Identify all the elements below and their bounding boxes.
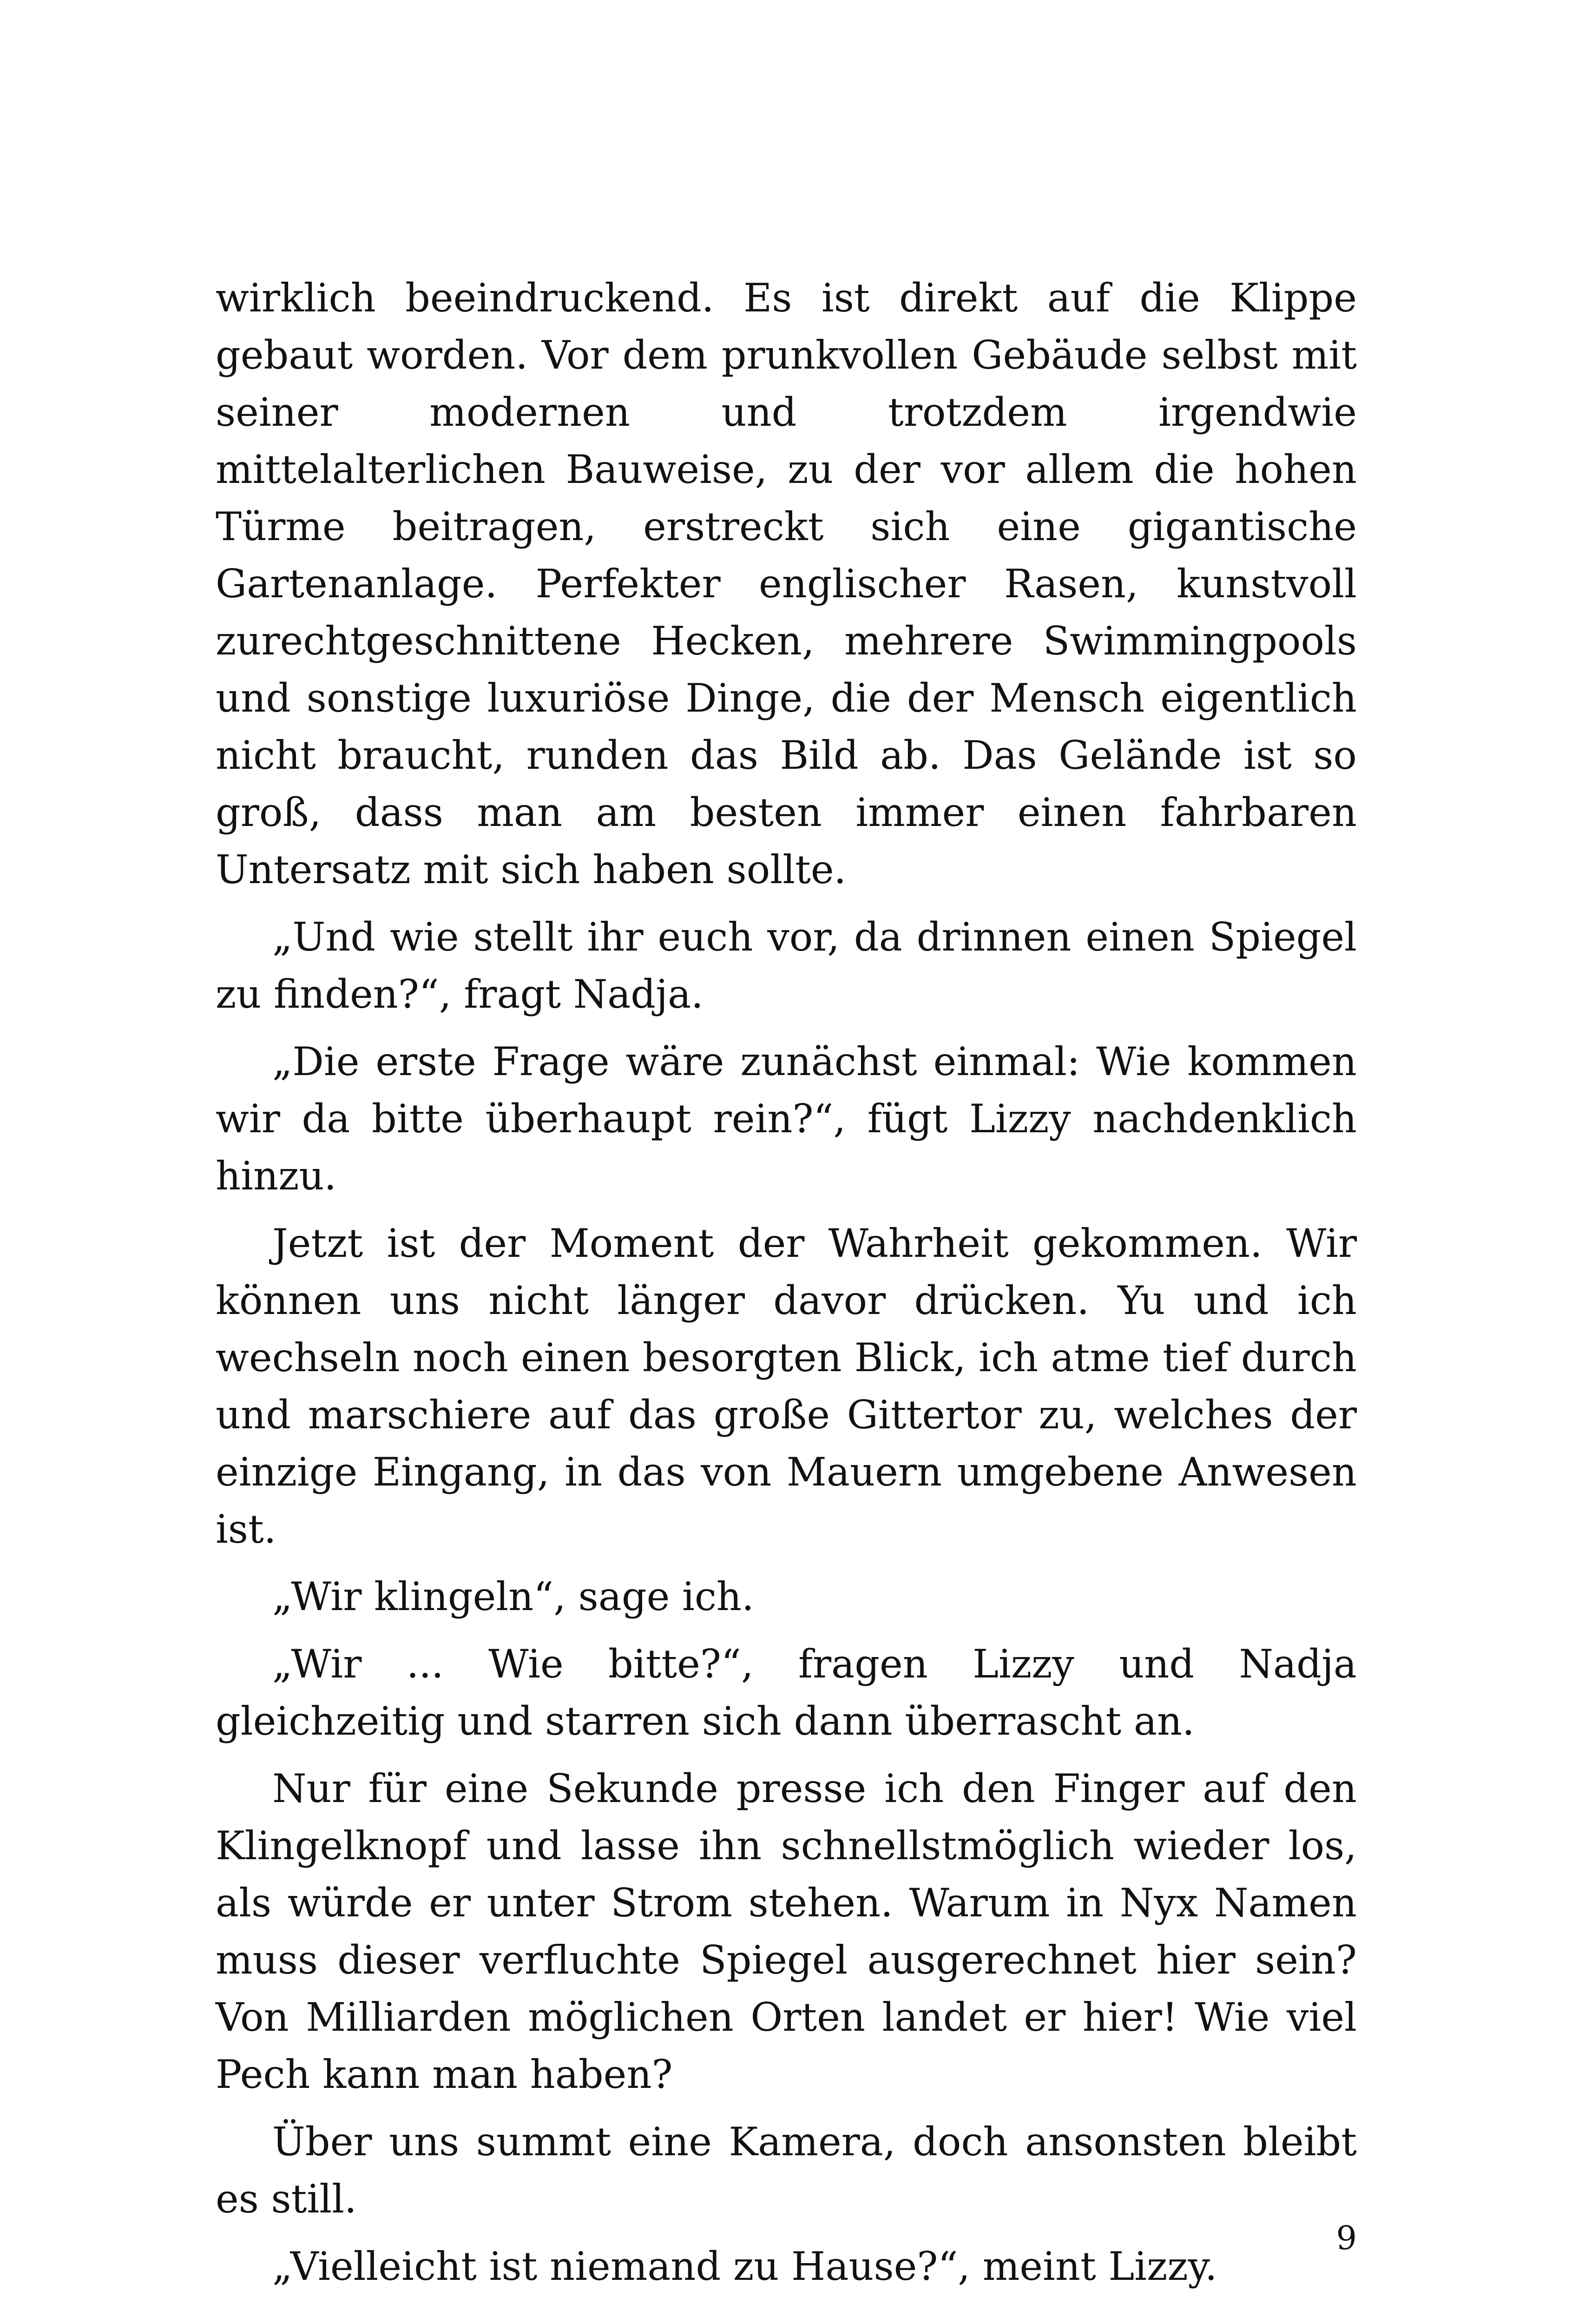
paragraph-4: Jetzt ist der Moment der Wahrheit gekommen. Wir können uns nicht länger davor drücken. Yu und ich wechseln noch einen besorgten Blick, ich atme tief durch und marschiere auf das große Gittertor zu, welches der einzige Eingang, in das von Mauern umgebene Anwesen ist. bbox=[216, 1221, 1357, 1552]
paragraph-3: „Die erste Frage wäre zunächst einmal: Wie kommen wir da bitte überhaupt rein?“, fügt Lizzy nachdenklich hinzu. bbox=[216, 1039, 1357, 1199]
paragraph-9: „Vielleicht ist niemand zu Hause?“, meint Lizzy. bbox=[272, 2244, 1217, 2289]
paragraph-6: „Wir ... Wie bitte?“, fragen Lizzy und Nadja gleichzeitig und starren sich dann überrascht an. bbox=[216, 1641, 1357, 1744]
paragraph-8: Über uns summt eine Kamera, doch ansonsten bleibt es still. bbox=[216, 2119, 1357, 2222]
paragraph-1: wirklich beeindruckend. Es ist direkt auf die Klippe gebaut worden. Vor dem prunkvollen Gebäude selbst mit seiner modernen und trotzdem irgendwie mittelalterlichen Bauweise, zu der vor allem die hohen Türme beitragen, erstreckt sich eine gigantische Gartenanlage. Perfekter englischer Rasen, kunstvoll zurechtgeschnittene Hecken, mehrere Swimmingpools und sonstige luxuriöse Dinge, die der Mensch eigentlich nicht braucht, runden das Bild ab. Das Gelände ist so groß, dass man am besten immer einen fahrbaren Untersatz mit sich haben sollte. bbox=[216, 275, 1357, 892]
paragraph-5: „Wir klingeln“, sage ich. bbox=[272, 1574, 754, 1619]
page-number: 9 bbox=[1336, 2219, 1357, 2257]
body-text bbox=[216, 270, 1357, 2305]
paragraph-7: Nur für eine Sekunde presse ich den Finger auf den Klingelknopf und lasse ihn schnellstmöglich wieder los, als würde er unter Strom stehen. Warum in Nyx Namen muss dieser verfluchte Spiegel ausgerechnet hier sein? Von Milliarden möglichen Orten landet er hier! Wie viel Pech kann man haben? bbox=[216, 1766, 1357, 2097]
paragraph-2: „Und wie stellt ihr euch vor, da drinnen einen Spiegel zu finden?“, fragt Nadja. bbox=[216, 914, 1357, 1017]
